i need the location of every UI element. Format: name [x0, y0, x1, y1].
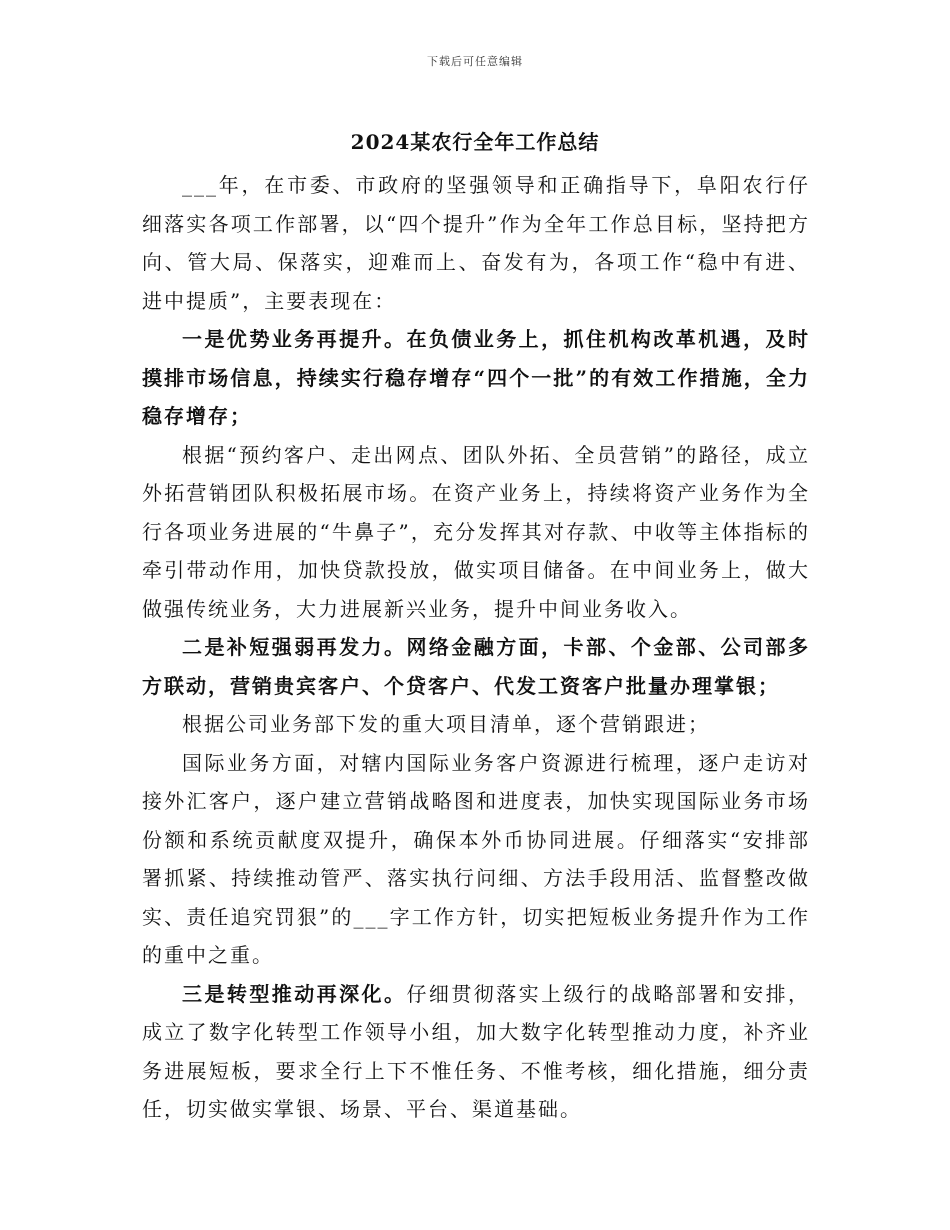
paragraph-section-2-body-b [142, 744, 810, 975]
paragraph-section-3 [142, 975, 810, 1129]
section-3-body-text: 仔细贯彻落实上级行的战略部署和安排，成立了数字化转型工作领导小组，加大数字化转型推动力度，补齐业务进展短板，要求全行上下不惟任务、不惟考核，细化措施，细分责任，切实做实掌银、场景、平台、渠道基础。 [142, 981, 811, 1121]
paragraph-section-1-body [142, 436, 810, 629]
paragraph-intro-text: ___年，在市委、市政府的坚强领导和正确指导下，阜阳农行仔细落实各项工作部署，以“四个提升”作为全年工作总目标，坚持把方向、管大局、保落实，迎难而上、奋发有为，各项工作“稳中有进、进中提质”，主要表现在： [142, 173, 810, 313]
section-2-body-b-text: 国际业务方面，对辖内国际业务客户资源进行梳理，逐户走访对接外汇客户，逐户建立营销战略图和进度表，加快实现国际业务市场份额和系统贡献度双提升，确保本外币协同进展。仔细落实“安排部署抓紧、持续推动管严、落实执行问细、方法手段用活、监督整改做实、责任追究罚狠”的___字工作方针，切实把短板业务提升作为工作的重中之重。 [142, 750, 810, 967]
document-title: 2024某农行全年工作总结 [350, 130, 600, 154]
section-3-lead-text: 三是转型推动再深化。 [182, 981, 407, 1006]
section-1-body-text: 根据“预约客户、走出网点、团队外拓、全员营销”的路径，成立外拓营销团队积极拓展市场。在资产业务上，持续将资产业务作为全行各项业务进展的“牛鼻子”，充分发挥其对存款、中收等主体指标的牵引带动作用，加快贷款投放，做实项目储备。在中间业务上，做大做强传统业务，大力进展新兴业务，提升中间业务收入。 [142, 442, 810, 621]
paragraph-section-1-heading [142, 320, 810, 436]
page-header-note: 下载后可任意编辑 [427, 55, 523, 68]
paragraph-section-2-heading [142, 628, 810, 705]
paragraph-section-2-body-a [142, 705, 810, 744]
section-2-heading-text: 二是补短强弱再发力。网络金融方面，卡部、个金部、公司部多方联动，营销贵宾客户、个贷客户、代发工资客户批量办理掌银； [142, 635, 810, 698]
paragraph-intro [142, 166, 810, 320]
section-1-heading-text: 一是优势业务再提升。在负债业务上，抓住机构改革机遇，及时摸排市场信息，持续实行稳存增存“四个一批”的有效工作措施，全力稳存增存； [142, 327, 810, 428]
section-2-body-a-text: 根据公司业务部下发的重大项目清单，逐个营销跟进； [182, 712, 710, 736]
document-body [142, 166, 810, 1129]
